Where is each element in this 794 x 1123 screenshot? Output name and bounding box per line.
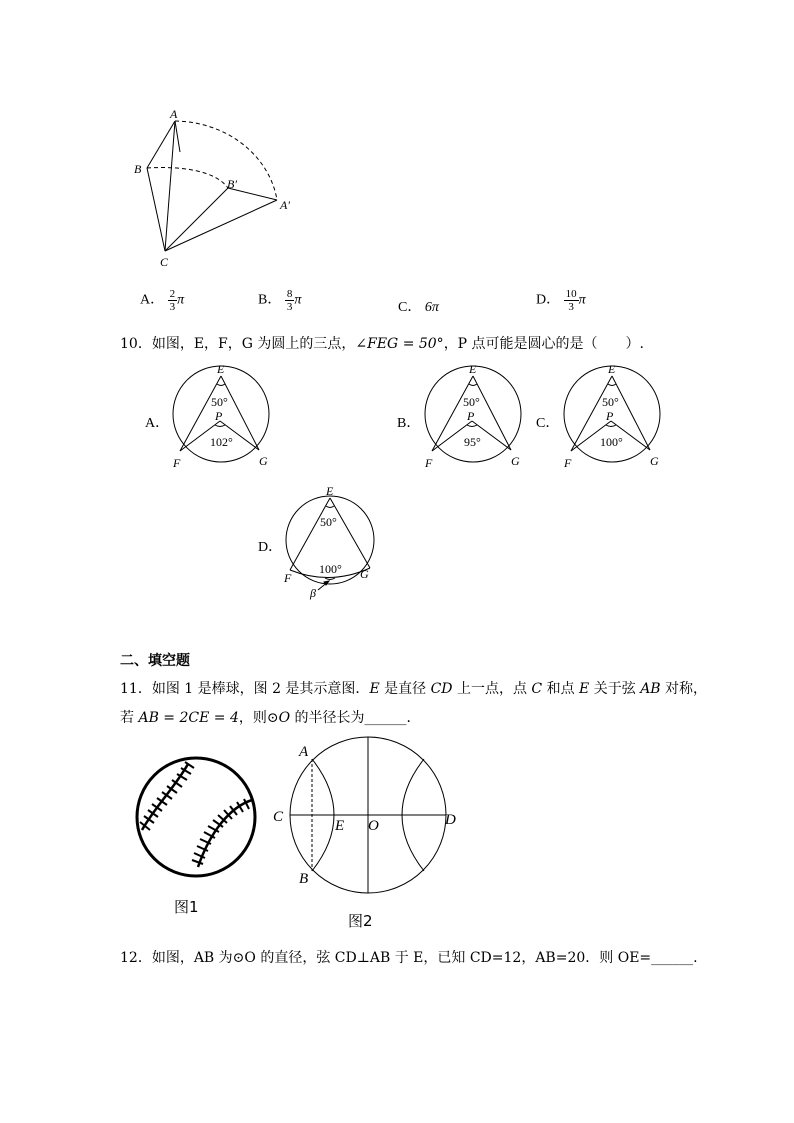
q10-stem-angle: ∠FEG = 50° [355,336,444,352]
q9-option-c-value: 6π [424,300,439,315]
q10-option-d-letter[interactable]: D． [258,540,283,555]
q10-option-a-figure [165,362,280,474]
q11-l2-eq: AB = 2CE = 4 [138,710,239,726]
q10-c-E: E [608,362,616,376]
fig2-label-D: D [445,812,456,828]
q11-l1-E: E [369,681,380,697]
q9-label-C: C [160,255,169,269]
q10-b-E: E [469,362,477,376]
fig2-diagram [268,735,468,900]
q11-l1-c: 上一点，点 [452,681,532,697]
q11-l1-CD: CD [430,681,453,697]
q9-label-A: A [170,108,178,121]
q10-d-center-angle: 100° [319,562,342,576]
q10-option-d-figure [278,482,388,600]
q10-option-b-letter[interactable]: B． [397,416,421,431]
baseball-outline [137,758,255,876]
q10-a-center-angle: 102° [210,435,233,449]
q10-c-center-angle: 100° [600,435,623,449]
q10-a-top-angle: 50° [211,395,228,409]
q10-c-P: P [606,409,614,423]
q10-option-b-figure [417,362,532,474]
q9-figure [120,108,320,270]
q11-l2-a: 若 [120,710,139,726]
q11-l2-b: ，则⊙ [238,710,279,726]
q9-option-d-num: 10 [565,288,577,300]
q10-d-top-angle: 50° [320,515,337,529]
q9-option-d[interactable] [536,288,586,313]
q9-option-d-letter: D． [536,292,561,308]
q9-option-a-den: 3 [169,301,176,313]
q11-l1-E2: E [579,681,590,697]
q10-b-top-angle: 50° [463,395,480,409]
q9-option-c[interactable] [398,296,439,316]
q9-option-b-den: 3 [286,301,293,313]
q11-l1-AB: AB [640,681,661,697]
q10-b-G: G [511,454,520,468]
q10-option-c-figure [556,362,671,474]
fig2-label-C: C [273,809,284,825]
q11-l1-C: C [531,681,543,697]
q11-l1-f: 对称， [660,681,708,697]
q10-stem [120,333,644,353]
q11-l2-O: O [278,710,291,726]
q11-line1 [120,678,707,698]
q9-label-A-prime: A′ [280,198,290,212]
q10-c-F: F [564,456,572,470]
q11-l1-b: 是直径 [379,681,431,697]
q9-arc-AA-prime [175,121,277,200]
fig1-caption: 图1 [174,898,199,916]
q11-l2-c: 的半径长为______． [290,710,421,726]
q11-l1-e: 关于弦 [589,681,641,697]
q10-option-c-letter[interactable]: C． [536,416,560,431]
q10-a-F: F [173,456,181,470]
q9-label-B-prime: B′ [227,177,237,191]
q10-d-F: F [284,571,292,585]
q10-a-P: P [215,409,223,423]
q10-b-F: F [425,456,433,470]
q9-option-b[interactable] [258,288,301,313]
q9-option-d-pi: π [578,292,586,308]
q9-arc-BB-prime [147,168,228,188]
q9-option-b-num: 8 [286,288,293,300]
q10-b-P: P [467,409,475,423]
q9-option-a-num: 2 [169,288,176,300]
fig2-label-A: A [299,744,309,760]
q9-option-c-letter: C． [398,300,422,315]
q9-label-B: B [134,162,142,176]
q12-text: 12．如图，AB 为⊙O 的直径，弦 CD⊥AB 于 E，已知 CD=12，AB=20．则 OE=______. [120,950,698,966]
q10-d-E: E [326,484,334,498]
q10-stem-part2: ，P 点可能是圆心的是（ ）. [443,336,645,352]
fig2-label-B: B [299,871,309,887]
baseball-figure [130,752,260,882]
q10-b-center-angle: 95° [464,435,481,449]
q9-option-b-letter: B． [258,292,282,308]
q9-option-b-pi: π [294,292,302,308]
fig2-label-E: E [335,818,345,834]
q10-d-G: G [360,567,369,581]
q11-l1-a: 11．如图 1 是棒球，图 2 是其示意图． [120,681,370,697]
q11-line2 [120,707,421,727]
q10-a-E: E [217,362,225,376]
q10-option-a-letter[interactable]: A． [145,416,170,431]
fig2-label-O: O [368,818,379,834]
q10-stem-part1: 10．如图，E，F，G 为圆上的三点， [120,336,356,352]
section-title: 二、填空题 [120,653,190,669]
q11-l1-d: 和点 [542,681,580,697]
fig2-caption: 图2 [348,912,373,930]
q9-option-a[interactable] [140,288,184,313]
q9-option-a-letter: A． [140,292,165,308]
q9-option-a-pi: π [177,292,185,308]
q10-c-G: G [650,454,659,468]
q10-c-top-angle: 50° [602,395,619,409]
q10-d-beta: β [310,586,316,600]
q10-a-G: G [259,454,268,468]
q9-option-d-den: 3 [568,301,574,313]
